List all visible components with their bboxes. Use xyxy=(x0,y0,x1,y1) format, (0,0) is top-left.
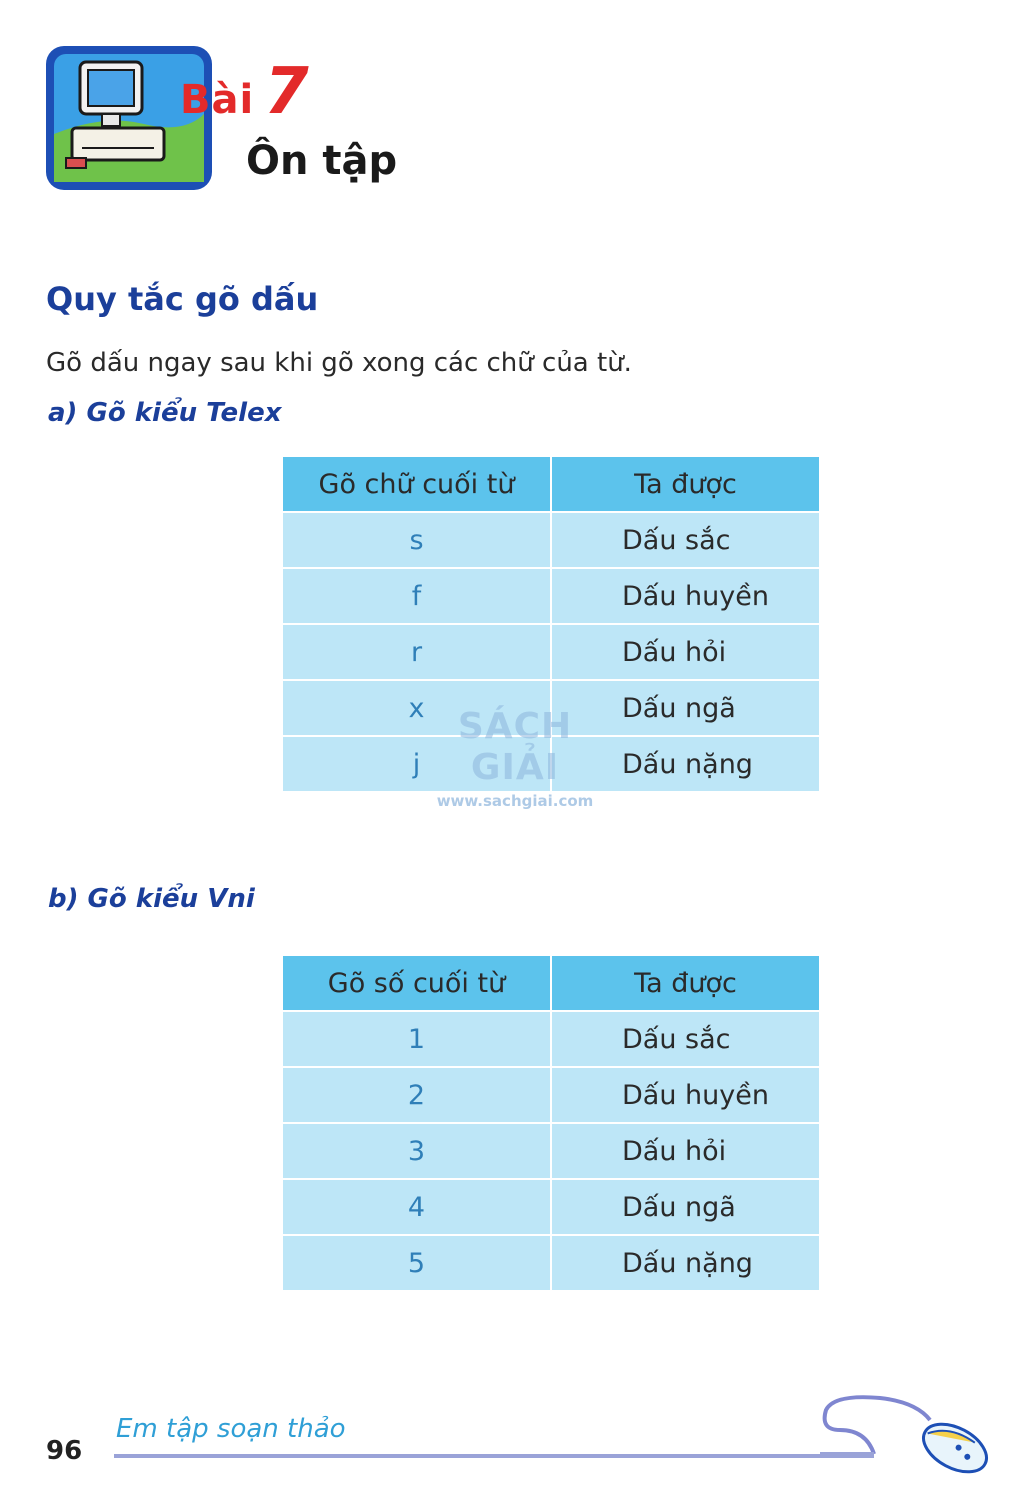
value-cell: Dấu sắc xyxy=(551,512,820,568)
value-cell: Dấu sắc xyxy=(551,1011,820,1067)
table-header-row xyxy=(283,956,820,1011)
value-cell: Dấu hỏi xyxy=(551,624,820,680)
key-cell: j xyxy=(283,736,551,792)
key-cell: 5 xyxy=(283,1235,551,1291)
lesson-word: Bài xyxy=(180,77,255,123)
key-cell: 1 xyxy=(283,1011,551,1067)
value-cell: Dấu hỏi xyxy=(551,1123,820,1179)
value-cell: Dấu ngã xyxy=(551,680,820,736)
vni-heading: b) Gõ kiểu Vni xyxy=(48,884,255,914)
table-row xyxy=(283,736,820,792)
page-number: 96 xyxy=(46,1436,83,1466)
value-cell: Dấu nặng xyxy=(551,736,820,792)
table-row xyxy=(283,680,820,736)
table-row xyxy=(283,1011,820,1067)
value-cell: Dấu huyền xyxy=(551,1067,820,1123)
table-row xyxy=(283,1067,820,1123)
key-cell: 4 xyxy=(283,1179,551,1235)
section-heading: Quy tắc gõ dấu xyxy=(46,280,319,318)
lesson-number: 7 xyxy=(264,55,309,129)
key-cell: 2 xyxy=(283,1067,551,1123)
column-header: Ta được xyxy=(551,457,820,512)
column-header: Ta được xyxy=(551,956,820,1011)
key-cell: r xyxy=(283,624,551,680)
value-cell: Dấu ngã xyxy=(551,1179,820,1235)
column-header: Gõ số cuối từ xyxy=(283,956,551,1011)
value-cell: Dấu nặng xyxy=(551,1235,820,1291)
table-row xyxy=(283,568,820,624)
table-row xyxy=(283,1123,820,1179)
key-cell: s xyxy=(283,512,551,568)
lesson-label xyxy=(180,55,309,129)
key-cell: x xyxy=(283,680,551,736)
column-header: Gõ chữ cuối từ xyxy=(283,457,551,512)
table-row xyxy=(283,624,820,680)
vni-table xyxy=(283,956,821,1292)
table-header-row xyxy=(283,457,820,512)
table-row xyxy=(283,512,820,568)
watermark-url: www.sachgiai.com xyxy=(436,792,594,810)
book-title: Em tập soạn thảo xyxy=(116,1414,346,1444)
telex-table xyxy=(283,457,821,793)
table-row xyxy=(283,1235,820,1291)
lesson-title: Ôn tập xyxy=(246,138,398,184)
intro-text: Gõ dấu ngay sau khi gõ xong các chữ của từ. xyxy=(46,348,632,378)
telex-heading: a) Gõ kiểu Telex xyxy=(48,398,282,428)
footer-divider xyxy=(114,1454,874,1458)
table-row xyxy=(283,1179,820,1235)
value-cell: Dấu huyền xyxy=(551,568,820,624)
key-cell: f xyxy=(283,568,551,624)
key-cell: 3 xyxy=(283,1123,551,1179)
mouse-icon xyxy=(820,1390,990,1480)
watermark-text: SÁCH GIẢI xyxy=(457,706,573,788)
